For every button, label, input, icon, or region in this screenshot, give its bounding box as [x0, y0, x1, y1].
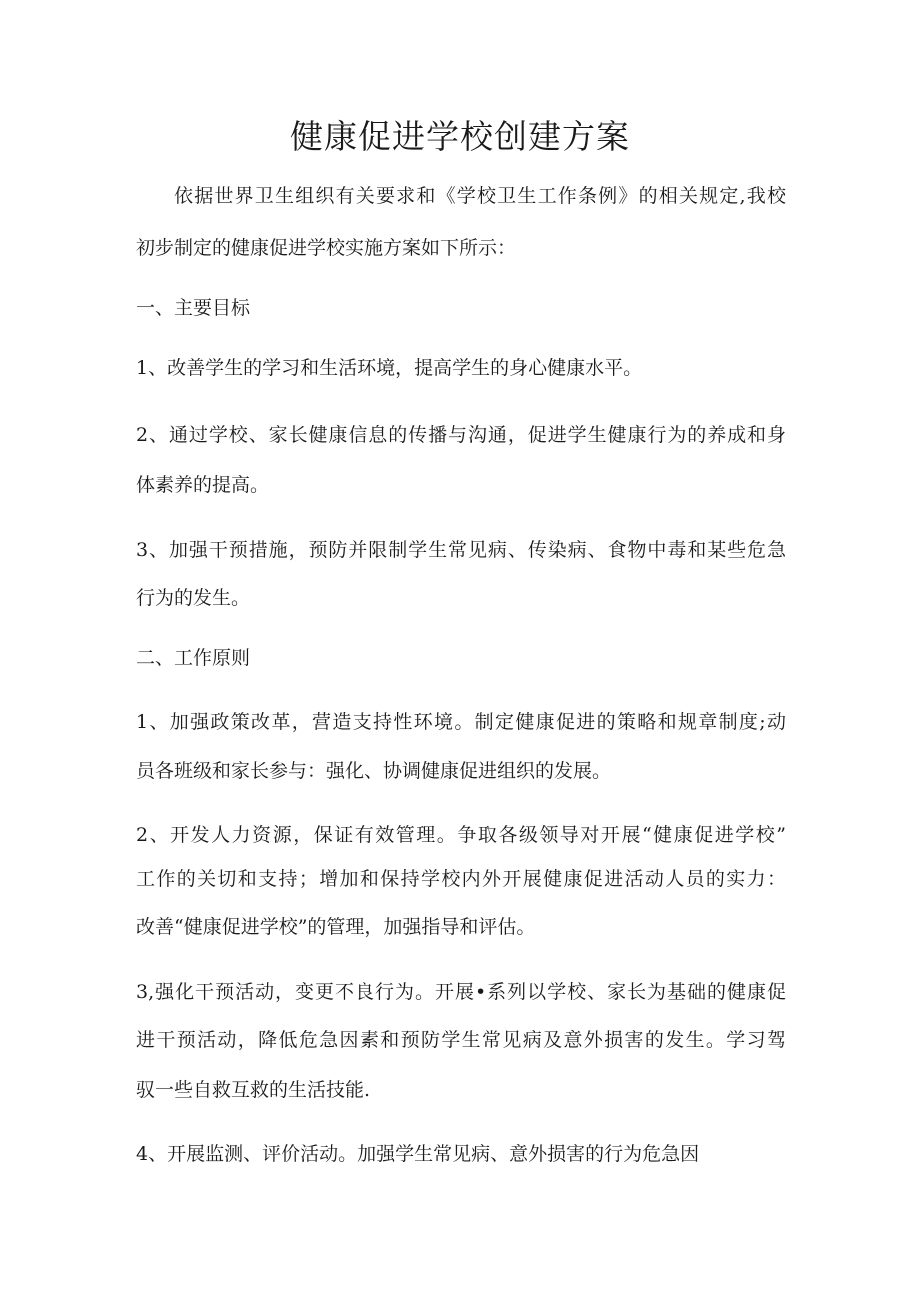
section2-item1-line1: 1、加强政策改革，营造支持性环境。制定健康促进的策略和规章制度;动 [136, 711, 786, 733]
section1-item2-line1: 2、通过学校、家长健康信息的传播与沟通，促进学生健康行为的养成和身 [136, 424, 786, 446]
section2-item2-line3: 改善“健康促进学校”的管理，加强指导和评估。 [136, 916, 536, 938]
section2-item4-line1: 4、开展监测、评价活动。加强学生常见病、意外损害的行为危急因 [136, 1143, 700, 1165]
section2-item1-line2: 员各班级和家长参与：强化、协调健康促进组织的发展。 [136, 760, 612, 782]
section1-item3-line2: 行为的发生。 [136, 587, 251, 609]
section1-heading: 一、主要目标 [136, 297, 251, 319]
intro-line-2: 初步制定的健康促进学校实施方案如下所示： [136, 237, 517, 259]
document-title: 健康促进学校创建方案 [290, 117, 630, 156]
section2-item2-line2: 工作的关切和支持；增加和保持学校内外开展健康促进活动人员的实力： [136, 868, 786, 890]
section2-item3-line2: 进干预活动，降低危急因素和预防学生常见病及意外损害的发生。学习驾 [136, 1029, 786, 1051]
section1-item3-line1: 3、加强干预措施，预防并限制学生常见病、传染病、食物中毒和某些危急 [136, 539, 786, 561]
section2-item2-line1: 2、开发人力资源，保证有效管理。争取各级领导对开展“健康促进学校” [136, 824, 786, 846]
section2-heading: 二、工作原则 [136, 647, 251, 669]
intro-line-1: 依据世界卫生组织有关要求和《学校卫生工作条例》的相关规定,我校 [174, 185, 786, 207]
section1-item2-line2: 体素养的提高。 [136, 474, 270, 496]
section1-item1-line1: 1、改善学生的学习和生活环境，提高学生的身心健康水平。 [136, 357, 643, 379]
section2-item3-line3: 驭一些自救互救的生活技能. [136, 1079, 371, 1101]
section2-item3-line1: 3,强化干预活动，变更不良行为。开展•系列以学校、家长为基础的健康促 [136, 981, 786, 1003]
